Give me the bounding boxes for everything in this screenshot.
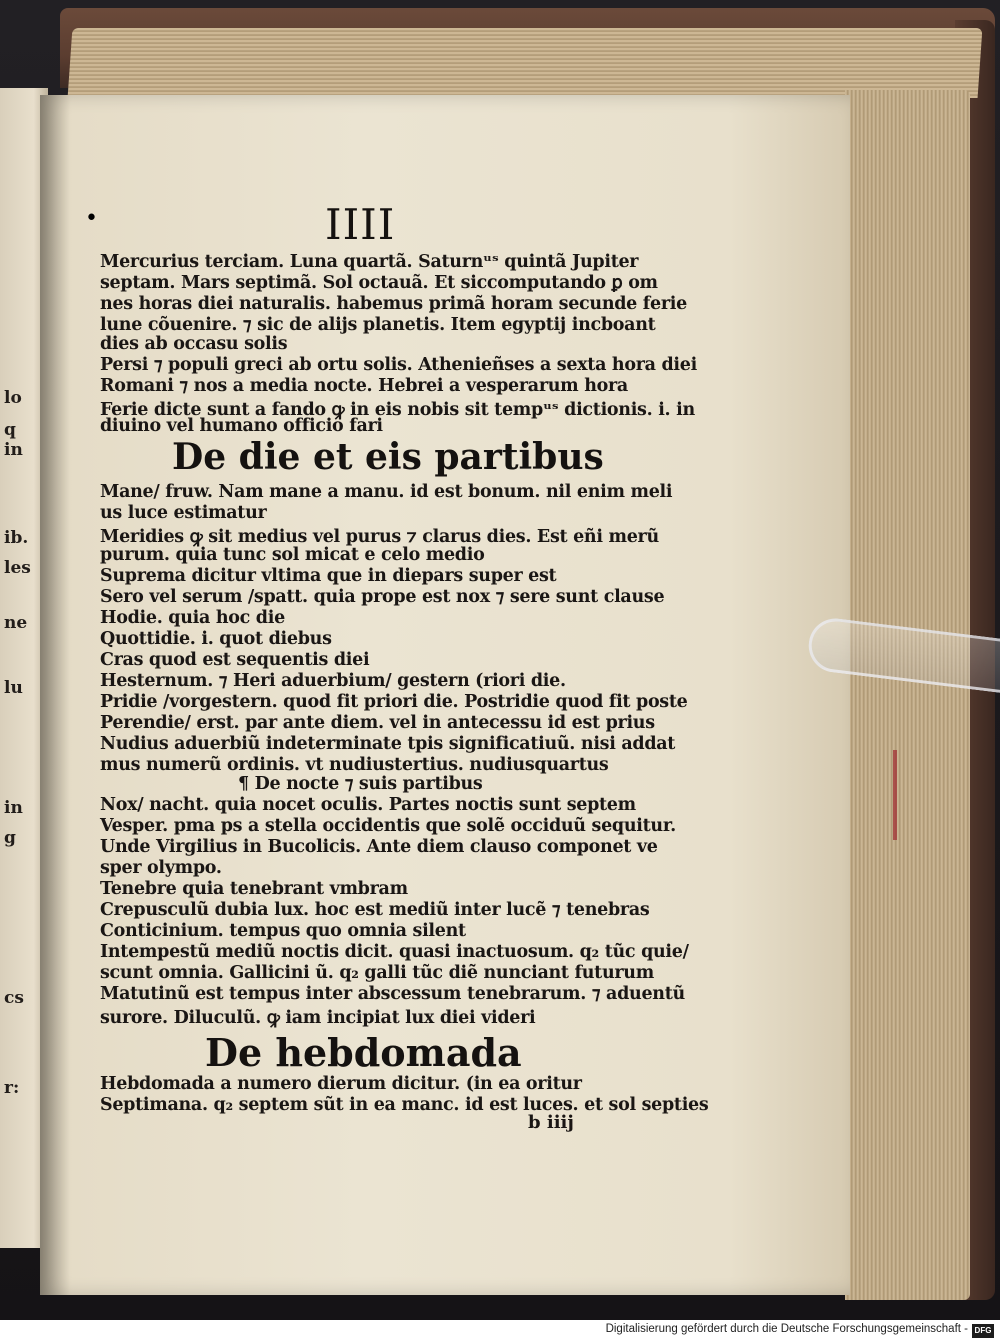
text-line: Meridies ꝙ sit medius vel purus ⁊ clarus dies. Est eñi merũ [100,527,659,547]
left-page-fragment: in [4,798,23,818]
subheading-night: ¶ De nocte ⁊ suis partibus [238,774,483,794]
text-line: Tenebre quia tenebrant vmbram [100,879,408,899]
text-line: Matutinũ est tempus inter abscessum tenebrarum. ⁊ aduentũ [100,984,685,1004]
left-page-fragment: ib. [4,528,29,548]
red-bookmark-thread [893,750,897,840]
left-page-fragment: lo [4,388,22,408]
text-line: Perendie/ erst. par ante diem. vel in antecessu id est prius [100,713,655,733]
left-page-fragment: g [4,828,16,848]
text-line: Suprema dicitur vltima que in diepars super est [100,566,557,586]
left-page-fragment: q [4,420,16,440]
left-page-fragment: ne [4,613,28,633]
text-line: Vesper. pma ps a stella occidentis que solẽ occiduũ sequitur. [100,816,676,836]
text-line: Hodie. quia hoc die [100,608,285,628]
page-block-top-edge [68,28,983,98]
text-line: Septimana. q₂ septem sũt in ea manc. id est luces. et sol septies [100,1095,709,1115]
text-line: scunt omnia. Gallicini ũ. q₂ galli tũc diẽ nunciant futurum [100,963,654,983]
text-line: Hesternum. ⁊ Heri aduerbium/ gestern (riori die. [100,671,566,691]
folio-number: IIII [325,200,396,249]
left-page-fragment: les [4,558,31,578]
text-line: Mercurius terciam. Luna quartã. Saturnᵘˢ quintã Jupiter [100,252,639,272]
text-line: dies ab occasu solis [100,334,288,354]
text-line: sper olympo. [100,858,222,878]
text-line: Conticinium. tempus quo omnia silent [100,921,466,941]
text-line: Cras quod est sequentis diei [100,650,370,670]
text-line: Ferie dicte sunt a fando ꝙ in eis nobis sit tempᵘˢ dictionis. i. in [100,400,695,420]
section-heading-week: De hebdomada [205,1030,522,1075]
section-heading-day: De die et eis partibus [172,436,604,478]
left-page-fragment: lu [4,678,23,698]
text-line: Crepusculũ dubia lux. hoc est mediũ inter lucẽ ⁊ tenebras [100,900,650,920]
text-line: Intempestũ mediũ noctis dicit. quasi inactuosum. q₂ tũc quie/ [100,942,689,962]
text-line: Pridie /vorgestern. quod fit priori die. Postridie quod fit poste [100,692,688,712]
page-block-fore-edge [845,90,970,1300]
page-clip [808,622,1000,692]
gutter-shadow [40,95,70,1295]
text-line: Sero vel serum /spatt. quia prope est nox ⁊ sere sunt clause [100,587,665,607]
text-line: diuino vel humano officio fari [100,416,383,436]
left-page-fragment: in [4,440,23,460]
text-line: surore. Diluculũ. ꝙ iam incipiat lux diei videri [100,1008,536,1028]
funding-credit: Digitalisierung gefördert durch die Deutsche Forschungsgemeinschaft - [605,1323,968,1335]
text-line: Quottidie. i. quot diebus [100,629,332,649]
text-line: Mane/ fruw. Nam mane a manu. id est bonum. nil enim meli [100,482,673,502]
text-line: Romani ⁊ nos a media nocte. Hebrei a vesperarum hora [100,376,628,396]
text-line: purum. quia tunc sol micat e celo medio [100,545,485,565]
leaf-dot: • [85,206,98,231]
left-page-fragment: cs [4,988,24,1008]
signature-mark: b iiij [528,1112,574,1133]
text-line: mus numerũ ordinis. vt nudiustertius. nudiusquartus [100,755,609,775]
text-line: Persi ⁊ populi greci ab ortu solis. Athenieñses a sexta hora diei [100,355,697,375]
page-clip-jaw [806,615,1000,698]
text-line: us luce estimatur [100,503,267,523]
text-line: Nudius aduerbiũ indeterminate tpis significatiuũ. nisi addat [100,734,676,754]
text-line: lune cõuenire. ⁊ sic de alijs planetis. Item egyptij incboant [100,315,656,335]
dfg-logo: DFG [972,1324,994,1338]
text-line: nes horas diei naturalis. habemus primã horam secunde ferie [100,294,687,314]
text-line: septam. Mars septimã. Sol octauã. Et siccomputando ꝑ om [100,273,658,293]
text-line: Nox/ nacht. quia nocet oculis. Partes noctis sunt septem [100,795,636,815]
text-line: Hebdomada a numero dierum dicitur. (in ea oritur [100,1074,582,1094]
left-page-fragment: r: [4,1078,20,1098]
text-line: Unde Virgilius in Bucolicis. Ante diem clauso componet ve [100,837,658,857]
